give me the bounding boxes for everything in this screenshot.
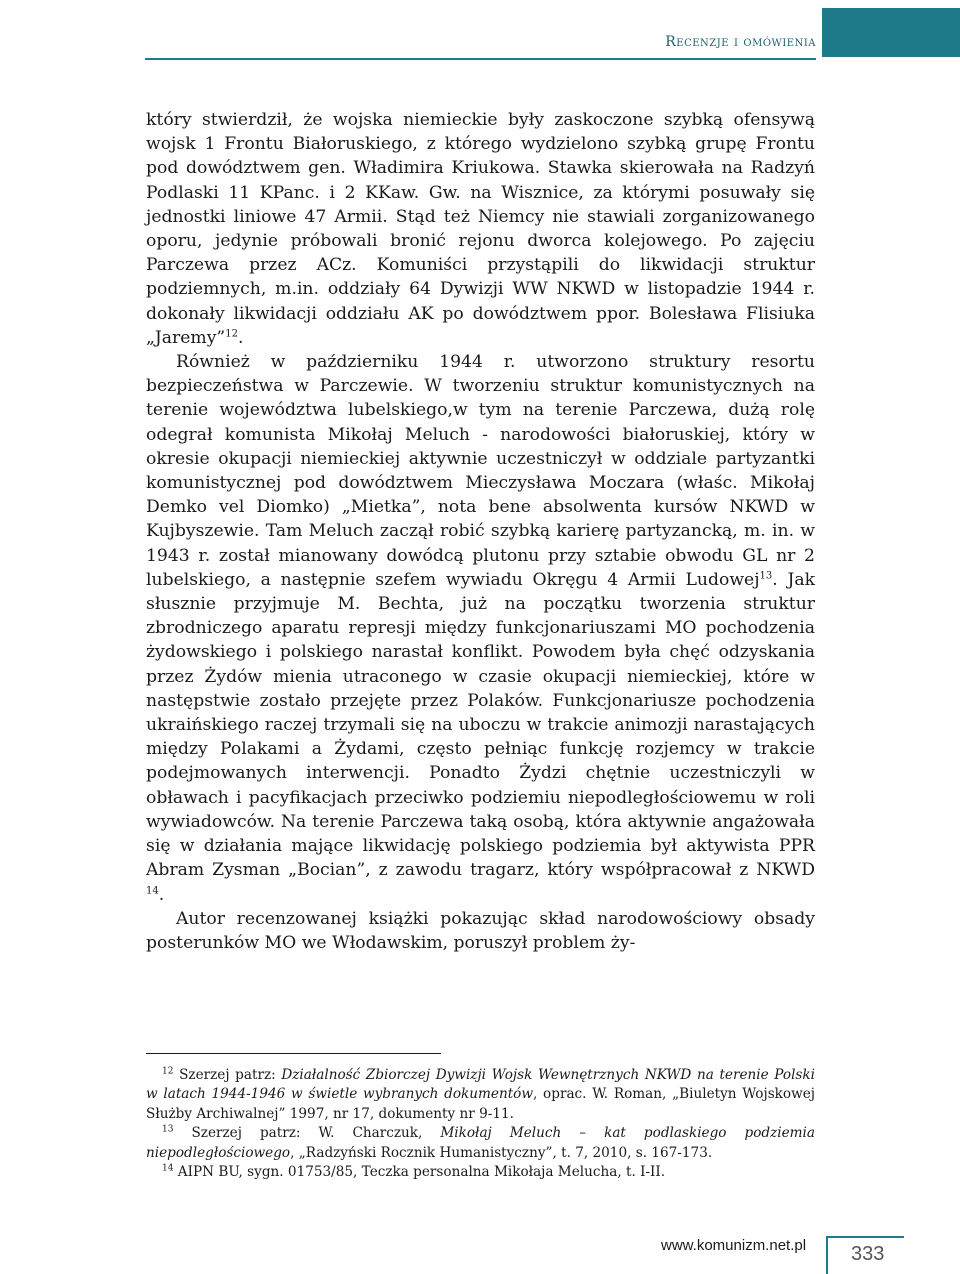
footnote-text: Szerzej patrz: W. Charczuk, [173, 1125, 441, 1142]
footnote-number: 12 [162, 1066, 174, 1077]
footnote-14 [146, 1163, 815, 1182]
page-number: 333 [851, 1243, 885, 1265]
footnotes [146, 1066, 815, 1182]
footnote-ref[interactable]: 12 [225, 328, 238, 340]
footnote-ref[interactable]: 13 [759, 570, 773, 582]
paragraph-1 [146, 108, 815, 350]
footnote-text: , oprac. W. Roman, „Biuletyn Wojskowej Służby Archiwalnej” 1997, nr 17, dokumenty nr 9-11. [146, 1086, 815, 1122]
footnote-text: AIPN BU, sygn. 01753/85, Teczka personalna Mikołaja Melucha, t. I-II. [173, 1164, 666, 1181]
paragraph-text: . [158, 884, 165, 905]
footnote-text: Szerzej patrz: [173, 1067, 282, 1083]
footnote-separator [146, 1053, 441, 1054]
body-text [146, 108, 815, 955]
paragraph-text: który stwierdził, że wojska niemieckie były zaskoczone szybką ofensywą wojsk 1 Frontu Białoruskiego, z którego wydzielono szybką grupę Frontu pod dowództwem gen. Władimira Kriukowa. Stawka skierowała na Radzyń Podlaski 11 KPanc. i 2 KKaw. Gw. na Wisznice, za którymi posuwały się jednostki liniowe 47 Armii. Stąd też Niemcy nie stawiali zorganizowanego oporu, jedynie próbowali bronić rejonu dworca kolejowego. Po zajęciu Parczewa przez ACz. Komuniści przystąpili do likwidacji struktur podziemnych, m.in. oddziały 64 Dywizji WW NKWD w listopadzie 1944 r. dokonały likwidacji oddziału AK po dowództwem ppor. Bolesława Flisiuka „Jaremy” [146, 110, 815, 348]
header-accent-block [822, 8, 960, 57]
site-url-link[interactable]: www.komunizm.net.pl [661, 1237, 807, 1254]
paragraph-3 [146, 907, 815, 955]
footnote-ref[interactable]: 14 [146, 884, 159, 896]
header-rule [145, 58, 816, 60]
footnote-number: 13 [162, 1124, 174, 1135]
paragraph-2 [146, 350, 815, 907]
paragraph-text: Również w październiku 1944 r. utworzono struktury resortu bezpieczeństwa w Parczewie. W tworzeniu struktur komunistycznych na terenie województwa lubelskiego,w tym na terenie Parczewa, dużą rolę odegrał komunista Mikołaj Meluch - narodowości białoruskiej, który w okresie okupacji niemieckiej aktywnie uczestniczył w oddziale partyzantki komunistycznej pod dowództwem Mieczysława Moczara (właśc. Mikołaj Demko vel Diomko) „Mietka”, nota bene absolwenta kursów NKWD w Kujbyszewie. Tam Meluch zaczął robić szybką karierę partyzancką, m. in. w 1943 r. został mianowany dowódcą plutonu przy sztabie obwodu GL nr 2 lubelskiego, a następnie szefem wywiadu Okręgu 4 Armii Ludowej [146, 352, 815, 590]
footnote-number: 14 [162, 1163, 174, 1174]
paragraph-text: . [237, 327, 244, 348]
footnote-text: , „Radzyński Rocznik Humanistyczny”, t. 7, 2010, s. 167-173. [290, 1144, 713, 1161]
footnote-title: Działalność Zbiorczej Dywizji Wojsk Wewnętrznych NKWD na terenie Polski w latach 1944-1946 w świetle wybranych dokumentów [146, 1067, 815, 1103]
running-header: Recenzje i omówienia [665, 34, 816, 50]
paragraph-text: . Jak słusznie przyjmuje M. Bechta, już na początku tworzenia struktur zbrodniczego aparatu represji między funkcjonariuszami MO pochodzenia żydowskiego i polskiego narastał konflikt. Powodem była chęć odzyskania przez Żydów mienia utraconego w czasie okupacji niemieckiej, które w następstwie zostało przejęte przez Polaków. Funkcjonariusze pochodzenia ukraińskiego raczej trzymali się na uboczu w trakcie animozji narastających między Polakami a Żydami, często pełniąc funkcję rozjemcy w trakcie podejmowanych interwencji. Ponadto Żydzi chętnie uczestniczyli w obławach i pacyfikacjach przeciwko podziemiu niepodległościowemu w roli wywiadowców. Na terenie Parczewa taką osobą, która aktywnie angażowała się w działania mające likwidację polskiego podziemia był aktywista PPR Abram Zysman „Bocian”, z zawodu tragarz, który współpracował z NKWD [146, 569, 815, 881]
paragraph-text: Autor recenzowanej książki pokazując skład narodowościowy obsady posterunków MO we Włodawskim, poruszył problem ży- [146, 908, 815, 953]
footnote-12 [146, 1066, 815, 1124]
footnote-title: Mikołaj Meluch – kat podlaskiego podziemia niepodległościowego [146, 1125, 815, 1161]
footnote-13 [146, 1124, 815, 1163]
